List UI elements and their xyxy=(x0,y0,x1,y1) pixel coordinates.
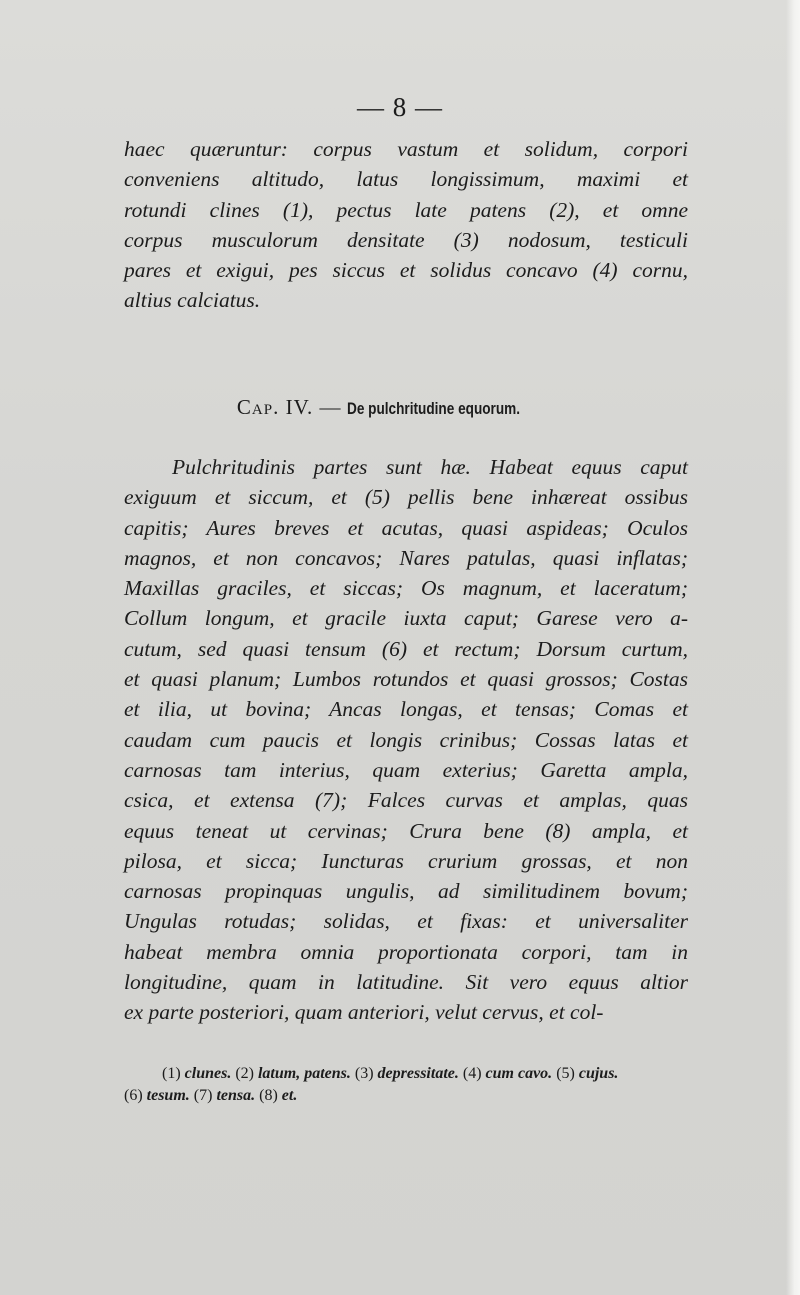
text-line: equus teneat ut cervinas; Crura bene (8) ampla, et xyxy=(124,818,688,843)
footnote-number: (1) xyxy=(162,1065,185,1082)
text-line: conveniens altitudo, latus longissimum, maximi et xyxy=(124,167,688,192)
footnote-number: (8) xyxy=(255,1087,282,1104)
footnote-number: (3) xyxy=(350,1065,378,1082)
text-line: exiguum et siccum, et (5) pellis bene inhæreat ossibus xyxy=(124,485,688,510)
text-line: habeat membra omnia proportionata corpori, tam in xyxy=(124,939,688,964)
text-line: longitudine, quam in latitudine. Sit vero equus altior xyxy=(124,970,688,995)
text-line: magnos, et non concavos; Nares patulas, quasi inflatas; xyxy=(124,545,688,570)
footnote-gloss: cum cavo. xyxy=(485,1065,553,1082)
text-line: pilosa, et sicca; Iuncturas crurium grossas, et non xyxy=(124,848,688,873)
text-line: Ungulas rotudas; solidas, et fixas: et universaliter xyxy=(124,909,688,934)
footnote-gloss: clunes. xyxy=(184,1065,232,1082)
footnote-number: (5) xyxy=(552,1065,579,1082)
text-line: csica, et extensa (7); Falces curvas et amplas, quas xyxy=(124,788,688,813)
text-line: Pulchritudinis partes sunt hæ. Habeat equus caput xyxy=(172,455,688,479)
footnote-gloss: tesum. xyxy=(146,1087,190,1104)
text-line: cutum, sed quasi tensum (6) et rectum; Dorsum curtum, xyxy=(124,636,688,661)
text-line: et ilia, ut bovina; Ancas longas, et tensas; Comas et xyxy=(124,697,688,722)
text-line: altius calciatus. xyxy=(124,288,261,313)
text-line: rotundi clines (1), pectus late patens (2), et omne xyxy=(124,197,688,222)
chapter-label: Cap. IV. — xyxy=(236,395,342,419)
footnote-number: (6) xyxy=(124,1087,147,1104)
chapter-title: De pulchritudine equorum. xyxy=(346,399,520,418)
page-number: — 8 — xyxy=(357,92,443,122)
footnote-line xyxy=(124,1085,690,1107)
footnote-number: (7) xyxy=(189,1087,217,1104)
intro-paragraph xyxy=(124,134,688,316)
footnote-gloss: latum, patens. xyxy=(257,1065,351,1082)
footnote-gloss: tensa. xyxy=(216,1087,256,1104)
footnote-gloss: cujus. xyxy=(578,1065,619,1082)
text-line: carnosas tam interius, quam exterius; Garetta ampla, xyxy=(124,757,688,782)
text-line: pares et exigui, pes siccus et solidus concavo (4) cornu, xyxy=(124,258,688,283)
footnote-number: (4) xyxy=(458,1065,486,1082)
text-line: Collum longum, et gracile iuxta caput; Garese vero a- xyxy=(124,606,688,631)
text-line: Maxillas graciles, et siccas; Os magnum, et laceratum; xyxy=(124,576,688,601)
text-line: caudam cum paucis et longis crinibus; Cossas latas et xyxy=(124,727,688,752)
text-line: corpus musculorum densitate (3) nodosum, testiculi xyxy=(124,227,688,252)
text-line: ex parte posteriori, quam anteriori, velut cervus, et col- xyxy=(124,1000,604,1025)
footnotes xyxy=(124,1063,690,1107)
text-line: et quasi planum; Lumbos rotundos et quasi grossos; Costas xyxy=(124,667,688,692)
page-edge xyxy=(786,0,800,1295)
footnote-gloss: depressitate. xyxy=(377,1065,459,1082)
text-line: haec quæruntur: corpus vastum et solidum, corpori xyxy=(124,137,688,161)
footnote-gloss: et. xyxy=(281,1087,298,1104)
text-line: capitis; Aures breves et acutas, quasi aspideas; Oculos xyxy=(124,515,688,540)
text-line: carnosas propinquas ungulis, ad similitudinem bovum; xyxy=(124,879,688,904)
main-paragraph xyxy=(124,452,688,1028)
footnote-line xyxy=(124,1063,690,1085)
chapter-heading xyxy=(0,395,800,420)
footnote-number: (2) xyxy=(231,1065,258,1082)
